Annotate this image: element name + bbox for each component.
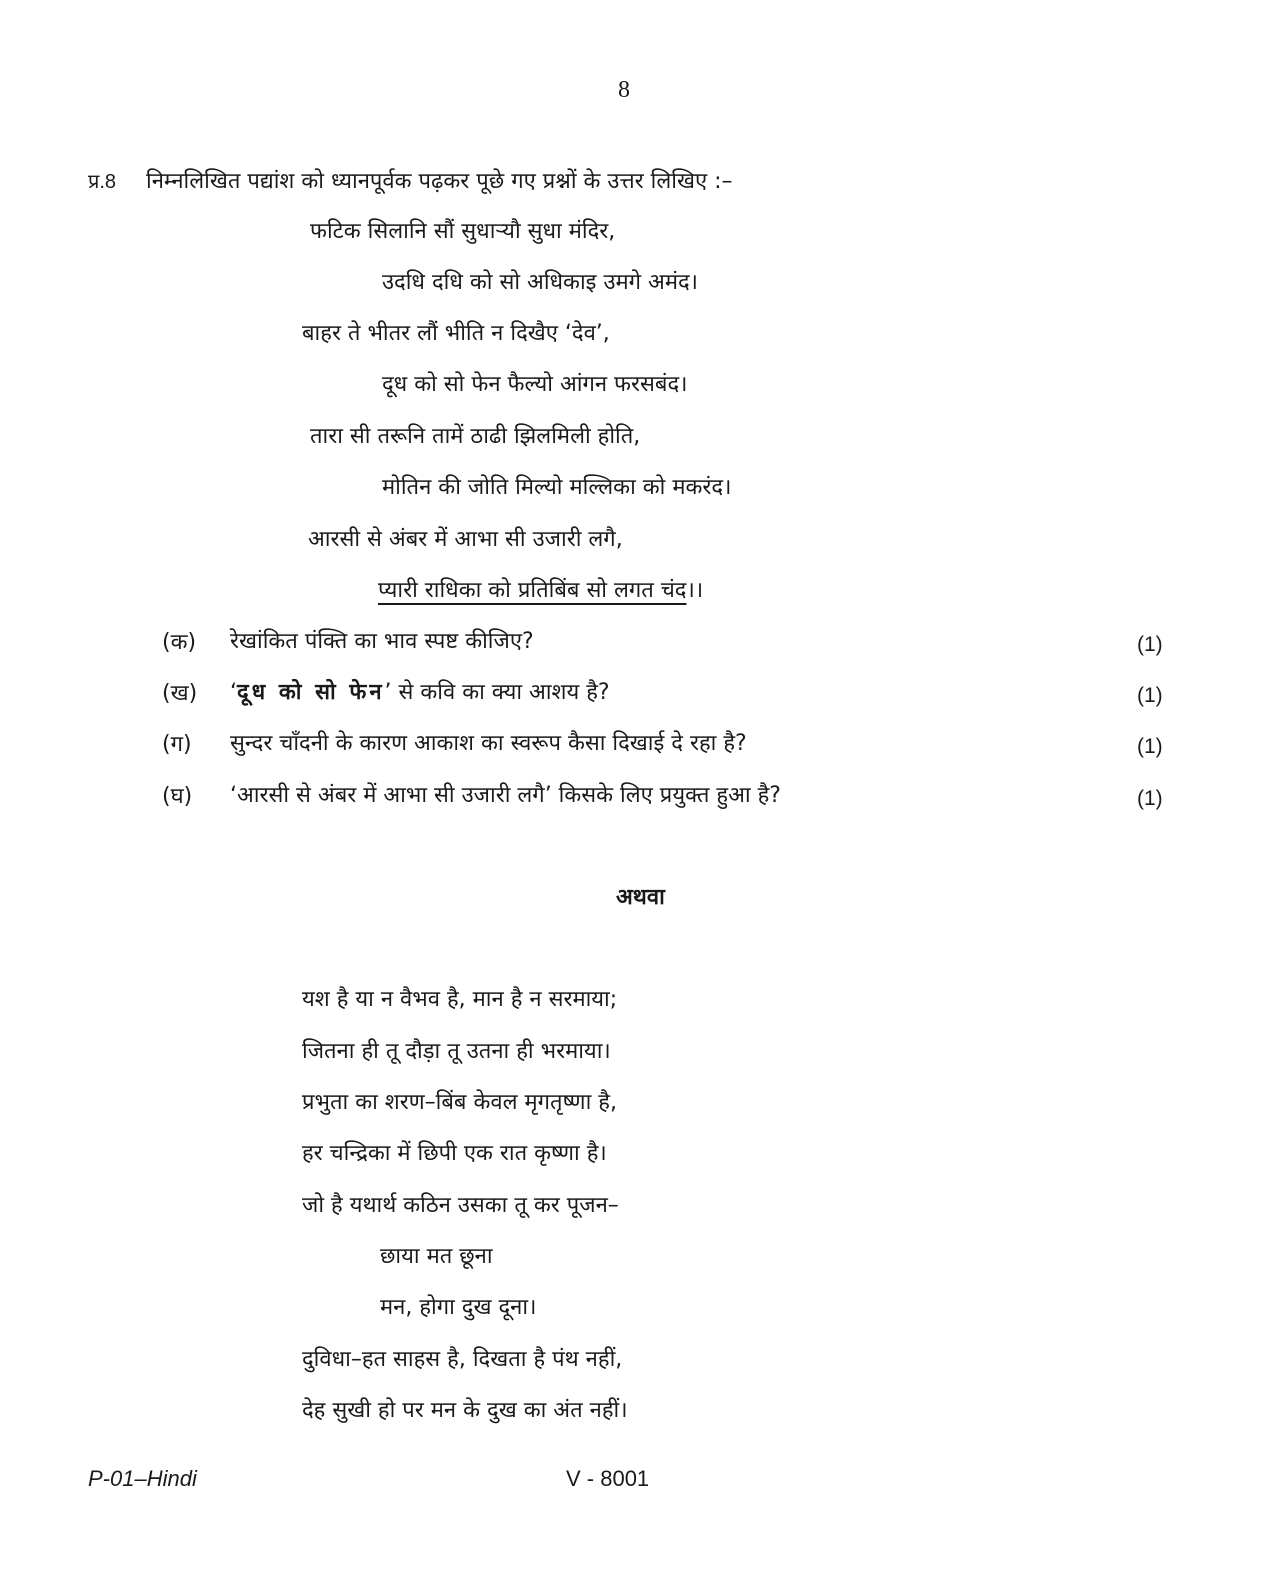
question-label: प्र.8: [88, 171, 117, 193]
subq-text-kha: [230, 682, 610, 704]
poem2-line-9: देह सुखी हो पर मन के दुख का अंत नहीं।: [302, 1398, 628, 1423]
poem-line-8: [378, 580, 703, 602]
page-number: 8: [618, 77, 630, 103]
subq-marks-gha: (1): [1137, 787, 1163, 810]
poem2-line-7: मन, होगा दुख दूना।: [380, 1295, 537, 1320]
subq-marks-kha: (1): [1137, 684, 1163, 707]
poem-line-2: उदधि दधि को सो अधिकाइ उमगे अमंद।: [382, 270, 699, 295]
poem-line-3: बाहर ते भीतर लौं भीति न दिखैए ‘देव’,: [302, 321, 610, 346]
poem2-line-4: हर चन्द्रिका में छिपी एक रात कृष्णा है।: [302, 1141, 607, 1166]
poem-line-1: फटिक सिलानि सौं सुधार्‍यौ सुधा मंदिर,: [310, 219, 616, 244]
double-danda: ।।: [686, 578, 704, 603]
subq-text-kha-rest: से कवि का क्या आशय है?: [391, 680, 610, 705]
close-quote: ’: [384, 680, 392, 705]
open-quote: ‘: [230, 680, 237, 705]
subq-text-ka: रेखांकित पंक्ति का भाव स्पष्ट कीजिए?: [230, 629, 534, 654]
poem-line-4: दूध को सो फेन फैल्यो आंगन फरसबंद।: [382, 372, 688, 397]
subq-text-gha: ‘आरसी से अंबर में आभा सी उजारी लगै’ किसके लिए प्रयुक्त हुआ है?: [230, 783, 781, 808]
subq-label-ka: (क): [162, 630, 197, 655]
athva-heading: अथवा: [616, 885, 665, 910]
poem2-line-6: छाया मत छूना: [380, 1244, 493, 1269]
poem2-line-3: प्रभुता का शरण–बिंब केवल मृगतृष्णा है,: [302, 1090, 617, 1115]
footer-paper-code: P-01–Hindi: [88, 1466, 197, 1491]
subq-marks-ka: (1): [1137, 633, 1163, 656]
subq-label-kha: (ख): [162, 681, 198, 706]
underlined-line: प्यारी राधिका को प्रतिबिंब सो लगत चंद: [378, 578, 687, 603]
poem-line-6: मोतिन की जोति मिल्यो मल्लिका को मकरंद।: [382, 475, 732, 500]
poem2-line-2: जितना ही तू दौड़ा तू उतना ही भरमाया।: [302, 1039, 611, 1064]
poem-line-5: तारा सी तरूनि तामें ठाढी झिलमिली होति,: [310, 424, 641, 449]
subq-label-gha: (घ): [162, 784, 193, 809]
subq-text-ga: सुन्दर चाँदनी के कारण आकाश का स्वरूप कैसा दिखाई दे रहा है?: [230, 731, 747, 756]
poem2-line-5: जो है यथार्थ कठिन उसका तू कर पूजन–: [302, 1193, 619, 1218]
question-instruction: निम्नलिखित पद्यांश को ध्यानपूर्वक पढ़कर पूछे गए प्रश्नों के उत्तर लिखिए :–: [146, 169, 733, 194]
footer-set-code: V - 8001: [566, 1466, 650, 1491]
bold-phrase: दूध को सो फेन: [237, 680, 385, 705]
poem2-line-8: दुविधा–हत साहस है, दिखता है पंथ नहीं,: [302, 1347, 623, 1372]
subq-label-ga: (ग): [162, 732, 192, 757]
subq-marks-ga: (1): [1137, 735, 1163, 758]
poem2-line-1: यश है या न वैभव है, मान है न सरमाया;: [302, 987, 618, 1012]
poem-line-7: आरसी से अंबर में आभा सी उजारी लगै,: [308, 527, 623, 552]
